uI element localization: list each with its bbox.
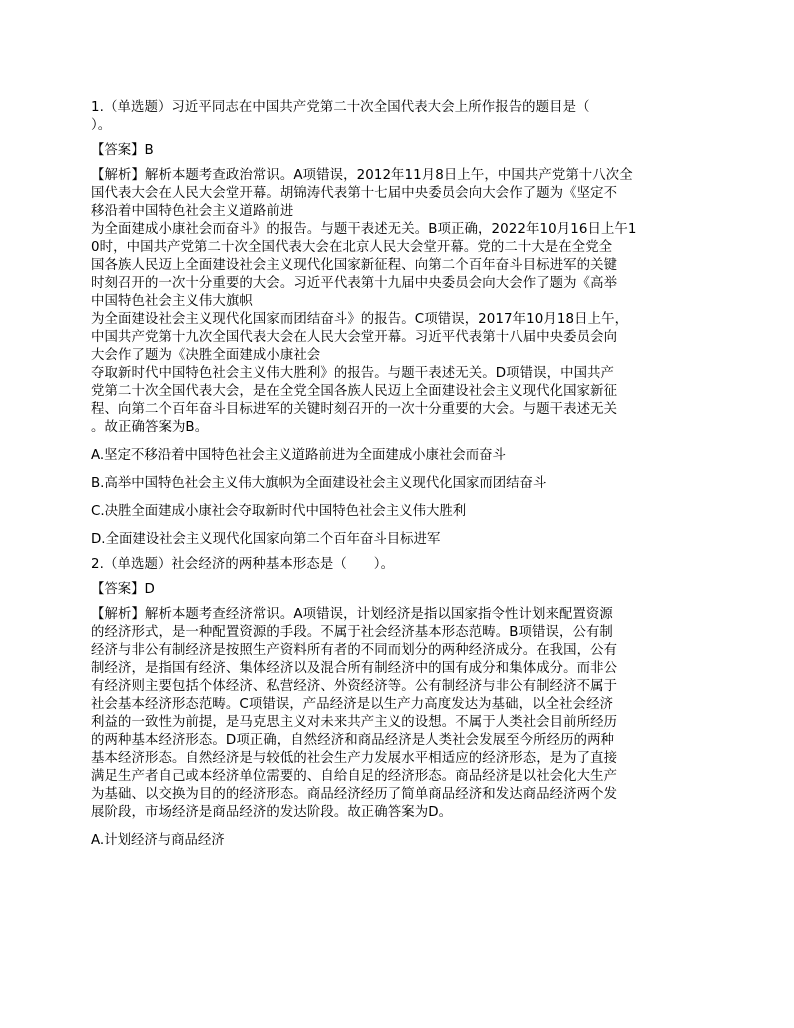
- analysis-line: 社会基本经济形态范畴。C项错误，产品经济是以生产力高度发达为基础，以全社会经济: [91, 697, 614, 712]
- analysis-line: 时刻召开的一次十分重要的大会。习近平代表第十九届中央委员会向大会作了题为《高举: [91, 276, 618, 291]
- analysis-line: 夺取新时代中国特色社会主义伟大胜利》的报告。与题干表述无关。D项错误，中国共产: [91, 366, 615, 381]
- analysis-line: 中国特色社会主义伟大旗帜: [91, 294, 253, 309]
- analysis-line: 国各族人民迈上全面建设社会主义现代化国家新征程、向第二个百年奋斗目标进军的关键: [91, 258, 618, 273]
- option-a: A.坚定不移沿着中国特色社会主义道路前进为全面建成小康社会而奋斗: [91, 448, 506, 463]
- option-a: A.计划经济与商品经济: [91, 833, 225, 848]
- question-1: [91, 99, 701, 549]
- analysis-line: 展阶段，市场经济是商品经济的发达阶段。故正确答案为D。: [91, 805, 453, 820]
- analysis-line: 。故正确答案为B。: [91, 420, 209, 435]
- answer-2: 【答案】D: [91, 582, 155, 597]
- analysis-line: 的两种基本经济形态。D项正确，自然经济和商品经济是人类社会发展至今所经历的两种: [91, 733, 615, 748]
- analysis-line: 制经济，是指国有经济、集体经济以及混合所有制经济中的国有成分和集体成分。而非公: [91, 661, 618, 676]
- analysis-line: 党第二十次全国代表大会，是在全党全国各族人民迈上全面建设社会主义现代化国家新征: [91, 384, 618, 399]
- option-d: D.全面建设社会主义现代化国家向第二个百年奋斗目标进军: [91, 532, 441, 547]
- document-page: [91, 99, 701, 850]
- analysis-line: 【解析】解析本题考查经济常识。A项错误，计划经济是指以国家指令性计划来配置资源: [91, 607, 613, 622]
- analysis-line: 【解析】解析本题考查政治常识。A项错误，2012年11月8日上午，中国共产党第十八次全: [91, 168, 633, 183]
- analysis-line: 有经济则主要包括个体经济、私营经济、外资经济等。公有制经济与非公有制经济不属于: [91, 679, 618, 694]
- question-1-text: 1.（单选题）习近平同志在中国共产党第二十次全国代表大会上所作报告的题目是（: [91, 100, 590, 115]
- question-2-text: 2.（单选题）社会经济的两种基本形态是（ ）。: [91, 557, 395, 572]
- analysis-line: 利益的一致性为前提，是马克思主义对未来共产主义的设想。不属于人类社会目前所经历: [91, 715, 618, 730]
- analysis-line: 满足生产者自己或本经济单位需要的、自给自足的经济形态。商品经济是以社会化大生产: [91, 769, 618, 784]
- analysis-line: 国代表大会在人民大会堂开幕。胡锦涛代表第十七届中央委员会向大会作了题为《坚定不: [91, 186, 618, 201]
- analysis-line: 为基础、以交换为目的的经济形态。商品经济经历了简单商品经济和发达商品经济两个发: [91, 787, 618, 802]
- analysis-line: 基本经济形态。自然经济是与较低的社会生产力发展水平相适应的经济形态，是为了直接: [91, 751, 618, 766]
- analysis-line: 大会作了题为《决胜全面建成小康社会: [91, 348, 321, 363]
- analysis-line: 经济与非公有制经济是按照生产资料所有者的不同而划分的两种经济成分。在我国，公有: [91, 643, 618, 658]
- analysis-line: 中国共产党第十九次全国代表大会在人民大会堂开幕。习近平代表第十八届中央委员会向: [91, 330, 618, 345]
- analysis-line: 程、向第二个百年奋斗目标进军的关键时刻召开的一次十分重要的大会。与题干表述无关: [91, 402, 618, 417]
- option-c: C.决胜全面建成小康社会夺取新时代中国特色社会主义伟大胜利: [91, 504, 467, 519]
- analysis-2: [91, 606, 701, 822]
- question-1-text-cont: ）。: [91, 118, 112, 133]
- analysis-line: 为全面建成小康社会而奋斗》的报告。与题干表述无关。B项正确，2022年10月16日上午1: [91, 222, 637, 237]
- option-b: B.高举中国特色社会主义伟大旗帜为全面建设社会主义现代化国家而团结奋斗: [91, 476, 547, 491]
- answer-1: 【答案】B: [91, 143, 154, 158]
- analysis-line: 的经济形式，是一种配置资源的手段。不属于社会经济基本形态范畴。B项错误，公有制: [91, 625, 613, 640]
- analysis-line: 移沿着中国特色社会主义道路前进: [91, 204, 294, 219]
- analysis-line: 为全面建设社会主义现代化国家而团结奋斗》的报告。C项错误，2017年10月18日上午，: [91, 312, 629, 327]
- analysis-1: [91, 167, 701, 437]
- analysis-line: 0时，中国共产党第二十次全国代表大会在北京人民大会堂开幕。党的二十大是在全党全: [91, 240, 613, 255]
- question-2: [91, 556, 701, 850]
